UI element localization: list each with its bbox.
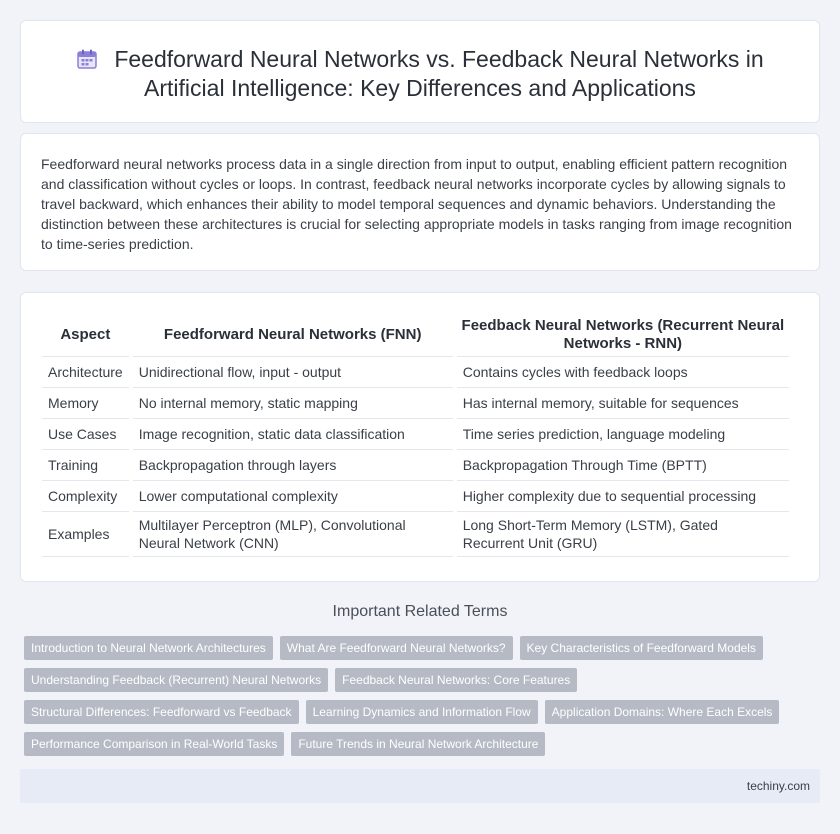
- related-term-tag[interactable]: Introduction to Neural Network Architectures: [24, 636, 273, 660]
- row-rnn: Backpropagation Through Time (BPTT): [457, 450, 789, 481]
- table-row: [42, 481, 789, 512]
- table-row: [42, 450, 789, 481]
- related-terms-list: [24, 636, 824, 764]
- related-terms-title: Important Related Terms: [332, 603, 508, 620]
- calendar-icon: [76, 48, 98, 70]
- header-fnn: Feedforward Neural Networks (FNN): [133, 313, 453, 357]
- row-aspect: Complexity: [42, 481, 129, 512]
- comparison-table-card: [20, 292, 820, 582]
- title-line-2: Artificial Intelligence: Key Differences and Applications: [144, 75, 696, 101]
- intro-card: [20, 133, 820, 271]
- related-term-tag[interactable]: Future Trends in Neural Network Architecture: [291, 732, 545, 756]
- tag-row: [24, 668, 824, 692]
- table-row: [42, 419, 789, 450]
- title-line-1: Feedforward Neural Networks vs. Feedback Neural Networks in: [114, 46, 764, 72]
- header-aspect: Aspect: [42, 313, 129, 357]
- related-term-tag[interactable]: Application Domains: Where Each Excels: [545, 700, 780, 724]
- row-fnn: Lower computational complexity: [133, 481, 453, 512]
- related-term-tag[interactable]: Feedback Neural Networks: Core Features: [335, 668, 577, 692]
- table-row: [42, 388, 789, 419]
- row-rnn: Contains cycles with feedback loops: [457, 357, 789, 388]
- row-aspect: Training: [42, 450, 129, 481]
- row-fnn: Image recognition, static data classification: [133, 419, 453, 450]
- header-rnn: Feedback Neural Networks (Recurrent Neural Networks - RNN): [457, 313, 789, 357]
- footer-site-link[interactable]: techiny.com: [746, 779, 810, 793]
- row-rnn: Time series prediction, language modeling: [457, 419, 789, 450]
- title-card: [20, 20, 820, 123]
- related-term-tag[interactable]: Performance Comparison in Real-World Tasks: [24, 732, 284, 756]
- table-header-row: [42, 313, 789, 357]
- table-row: [42, 512, 789, 557]
- related-term-tag[interactable]: Key Characteristics of Feedforward Models: [520, 636, 763, 660]
- related-term-tag[interactable]: What Are Feedforward Neural Networks?: [280, 636, 513, 660]
- row-fnn: Unidirectional flow, input - output: [133, 357, 453, 388]
- related-term-tag[interactable]: Structural Differences: Feedforward vs Feedback: [24, 700, 299, 724]
- row-aspect: Use Cases: [42, 419, 129, 450]
- footer: [20, 769, 820, 803]
- comparison-table: [38, 313, 793, 557]
- row-rnn: Long Short-Term Memory (LSTM), Gated Recurrent Unit (GRU): [457, 512, 789, 557]
- row-aspect: Memory: [42, 388, 129, 419]
- row-fnn: Backpropagation through layers: [133, 450, 453, 481]
- tag-row: [24, 700, 824, 724]
- row-fnn: Multilayer Perceptron (MLP), Convolutional Neural Network (CNN): [133, 512, 453, 557]
- row-rnn: Higher complexity due to sequential processing: [457, 481, 789, 512]
- page-title: [21, 45, 819, 103]
- table-row: [42, 357, 789, 388]
- tag-row: [24, 636, 824, 660]
- tag-row: [24, 732, 824, 756]
- row-aspect: Architecture: [42, 357, 129, 388]
- row-fnn: No internal memory, static mapping: [133, 388, 453, 419]
- related-term-tag[interactable]: Understanding Feedback (Recurrent) Neural Networks: [24, 668, 328, 692]
- intro-paragraph: Feedforward neural networks process data in a single direction from input to output, enabling efficient pattern recognition and classification without cycles or loops. In contrast, feedback neural networks incorporate cycles by allowing signals to travel backward, which enhances their ability to model temporal sequences and dynamic behaviors. Understanding the distinction between these architectures is crucial for selecting appropriate models in tasks ranging from image recognition to time-series prediction.: [41, 156, 792, 252]
- row-aspect: Examples: [42, 512, 129, 557]
- row-rnn: Has internal memory, suitable for sequences: [457, 388, 789, 419]
- related-term-tag[interactable]: Learning Dynamics and Information Flow: [306, 700, 538, 724]
